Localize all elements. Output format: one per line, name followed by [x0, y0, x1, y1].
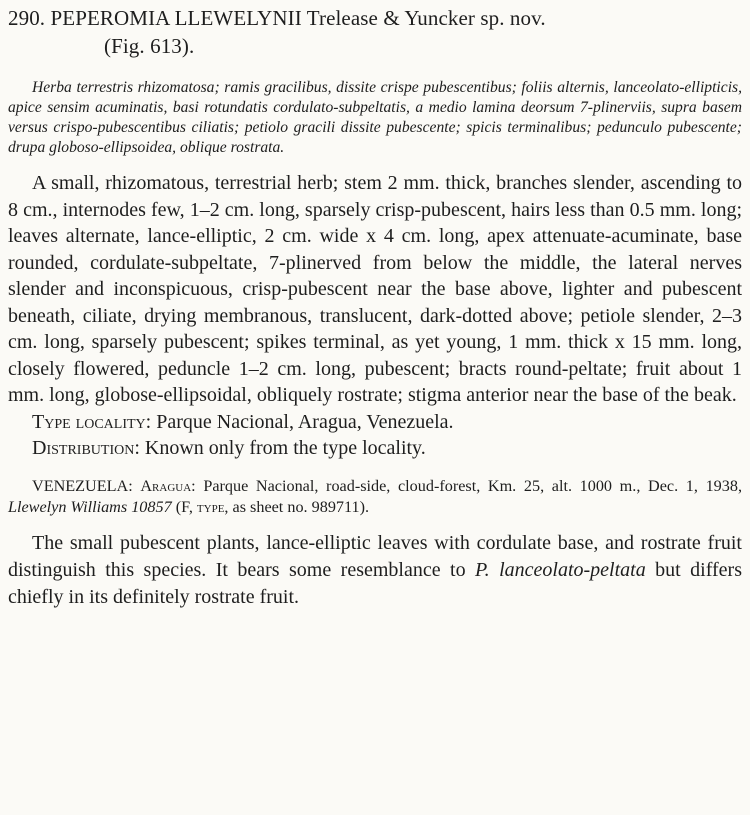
- species-number: 290.: [8, 6, 46, 30]
- figure-reference: (Fig. 613).: [104, 34, 195, 58]
- species-account: [8, 0, 742, 611]
- discussion-part2: but differs chiefly in its definitely rostrate fruit.: [8, 558, 742, 608]
- discussion-species-ref: P. lanceolato-peltata: [475, 558, 646, 581]
- specimen-state: Aragua:: [140, 476, 196, 495]
- specimen-collector: Llewelyn Williams 10857: [8, 497, 172, 516]
- specimen-sheet: as sheet no. 989711).: [232, 497, 370, 516]
- specimen-citation: [8, 476, 742, 518]
- specimen-herbarium: (F,: [175, 497, 193, 516]
- latin-diagnosis: Herba terrestris rhizomatosa; ramis gracilibus, dissite crispe pubescentibus; foliis alternis, lanceolato-ellipticis, apice sensim acuminatis, basi rotundatis cordulato-subpeltatis, a medio lamina deorsum 7-plinerviis, supra basem versus crispo-pubescentibus ciliatis; petiolo gracili dissite pubescente; spicis terminalibus; pedunculo pubescente; drupa globoso-ellipsoidea, oblique rostrata.: [8, 79, 742, 156]
- distribution-value: Known only from the type locality.: [144, 437, 426, 459]
- type-locality-value: Parque Nacional, Aragua, Venezuela.: [156, 410, 454, 433]
- specimen-details: Parque Nacional, road-side, cloud-forest, Km. 25, alt. 1000 m., Dec. 1, 1938,: [203, 476, 742, 495]
- type-locality-label: Type locality: [32, 410, 146, 433]
- type-locality: Type locality: Parque Nacional, Aragua, Venezuela.: [32, 410, 454, 433]
- distribution: Distribution: Known only from the type locality.: [32, 437, 426, 459]
- english-description: A small, rhizomatous, terrestrial herb; stem 2 mm. thick, branches slender, ascending to 8 cm., internodes few, 1–2 cm. long, sparsely crisp-pubescent, hairs less than 0.5 mm. long; leaves alternate, lance-elliptic, 2 cm. wide x 4 cm. long, apex attenuate-acuminate, base rounded, cordulate-subpeltate, 7-plinerved from below the middle, the lateral nerves slender and inconspicuous, crisp-pubescent near the base above, lighter and pubescent beneath, ciliate, drying membranous, translucent, dark-dotted above; petiole slender, 2–3 cm. long, sparsely pubescent; spikes terminal, as yet young, 1 mm. thick x 15 mm. long, closely flowered, peduncle 1–2 cm. long, pubescent; bracts round-peltate; fruit about 1 mm. long, globose-ellipsoidal, obliquely rostrate; stigma anterior near the base of the beak.: [8, 172, 742, 406]
- species-name: PEPEROMIA LLEWELYNII: [50, 6, 302, 30]
- specimen-type-word: type,: [196, 497, 229, 516]
- discussion: [8, 530, 742, 611]
- distribution-label: Distribution: [32, 437, 135, 459]
- species-heading: [8, 4, 742, 60]
- species-authors: Trelease & Yuncker sp. nov.: [306, 6, 546, 30]
- discussion-part1: The small pubescent plants, lance-elliptic leaves with cordulate base, and rostrate fruit distinguish this species. It bears some resemblance to: [8, 531, 742, 581]
- specimen-country: VENEZUELA:: [32, 476, 133, 495]
